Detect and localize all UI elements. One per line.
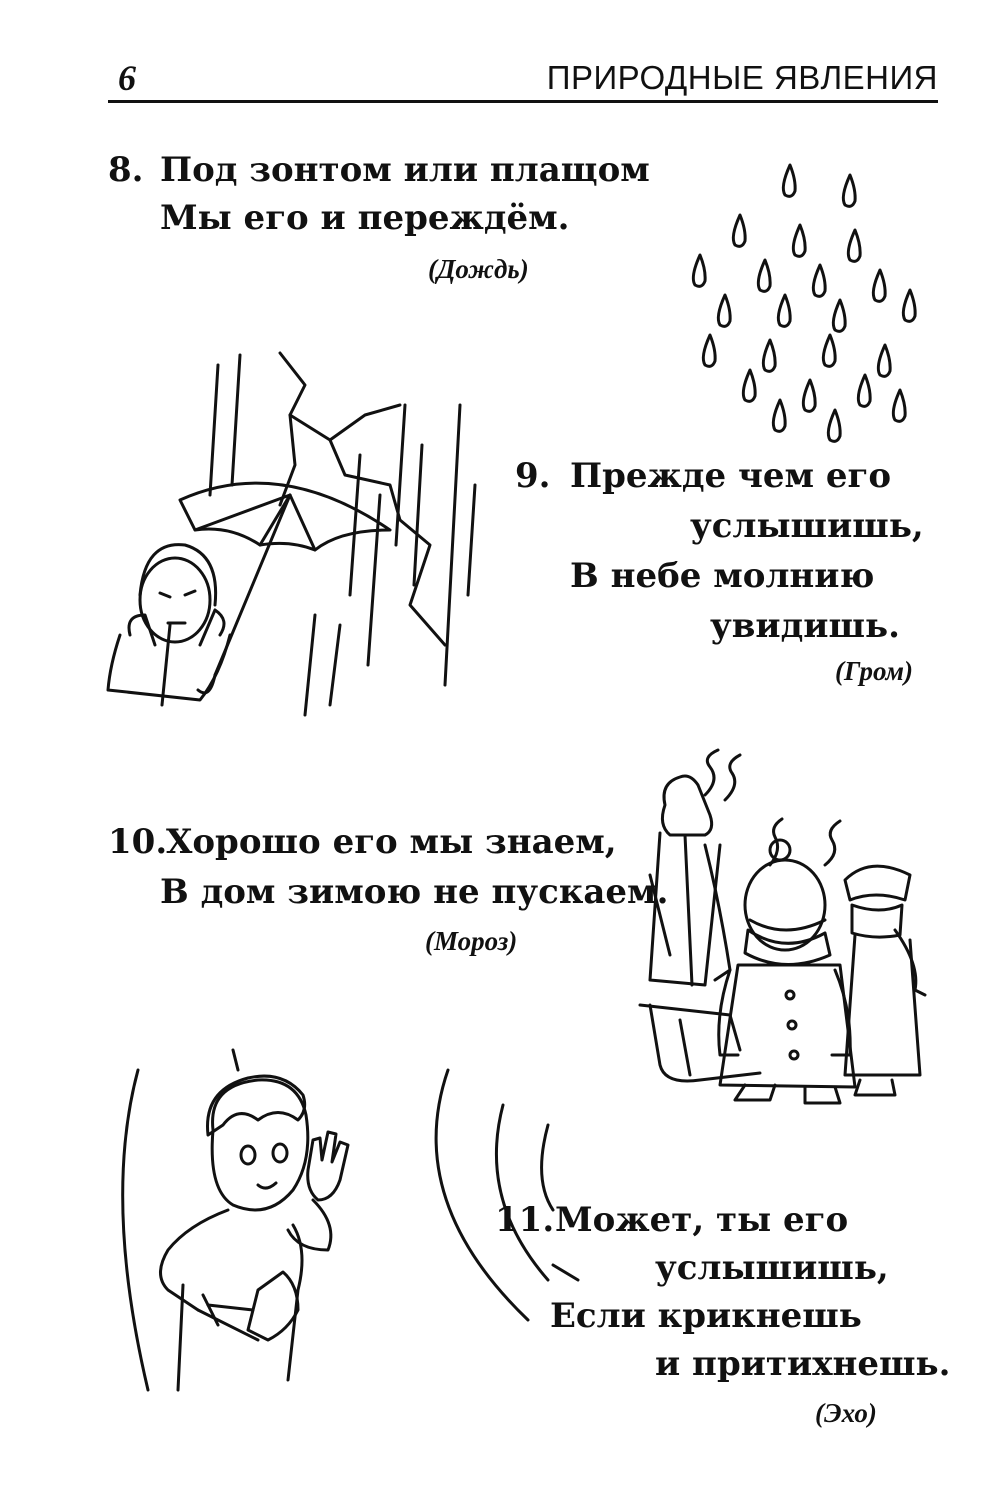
- raindrop-shape: [843, 175, 855, 206]
- riddle-10: [108, 818, 669, 918]
- riddle-answer: (Мороз): [425, 926, 518, 956]
- section-title: ПРИРОДНЫЕ ЯВЛЕНИЯ: [546, 59, 938, 96]
- raindrop-shape: [878, 345, 890, 376]
- raindrop-shape: [703, 335, 715, 366]
- page-number: 6: [118, 58, 136, 98]
- riddle-line: увидишь.: [710, 606, 900, 646]
- raindrop-shape: [903, 290, 915, 321]
- raindrop-shape: [803, 380, 815, 411]
- riddle-9: [515, 452, 935, 652]
- riddle-line: Прежде чем его: [570, 456, 892, 496]
- riddle-number: 8.: [108, 150, 144, 190]
- raindrop-shape: [893, 390, 905, 421]
- riddle-line: Если крикнешь: [550, 1296, 862, 1336]
- riddle-11: [495, 1196, 951, 1396]
- raindrop-shape: [873, 270, 885, 301]
- riddle-line: В небе молнию: [570, 556, 875, 596]
- raindrop-shape: [823, 335, 835, 366]
- riddle-8: [108, 146, 650, 246]
- raindrop-shape: [693, 255, 705, 286]
- riddle-line: Хорошо его мы знаем,: [166, 822, 617, 862]
- raindrop-shape: [793, 225, 805, 256]
- raindrop-shape: [783, 165, 795, 196]
- riddle-answer: (Гром): [835, 656, 914, 686]
- umbrella-storm-illustration: [100, 345, 500, 725]
- winter-children-illustration: [620, 755, 930, 1115]
- raindrop-shape: [778, 295, 790, 326]
- riddle-number: 9.: [515, 456, 551, 496]
- raindrop-shape: [848, 230, 860, 261]
- riddle-line: Под зонтом или плащом: [160, 150, 650, 190]
- raindrop-shape: [743, 370, 755, 401]
- raindrop-shape: [733, 215, 745, 246]
- raindrop-shape: [718, 295, 730, 326]
- riddle-line: В дом зимою не пускаем.: [160, 872, 669, 912]
- raindrop-shape: [858, 375, 870, 406]
- raindrop-shape: [813, 265, 825, 296]
- riddle-number: 11.: [495, 1200, 555, 1240]
- riddle-answer: (Дождь): [428, 254, 529, 284]
- riddle-line: услышишь,: [690, 506, 924, 546]
- riddle-answer: (Эхо): [815, 1398, 877, 1428]
- raindrop-shape: [828, 410, 840, 441]
- riddle-number: 10.: [108, 822, 168, 862]
- raindrop-shape: [833, 300, 845, 331]
- riddle-line: и притихнешь.: [655, 1344, 951, 1384]
- raindrops-illustration: [680, 145, 950, 405]
- page-header: [108, 56, 938, 103]
- riddle-line: Может, ты его: [555, 1200, 849, 1240]
- riddle-line: Мы его и переждём.: [160, 198, 570, 238]
- raindrop-shape: [763, 340, 775, 371]
- riddle-line: услышишь,: [655, 1248, 889, 1288]
- raindrop-shape: [773, 400, 785, 431]
- raindrop-shape: [758, 260, 770, 291]
